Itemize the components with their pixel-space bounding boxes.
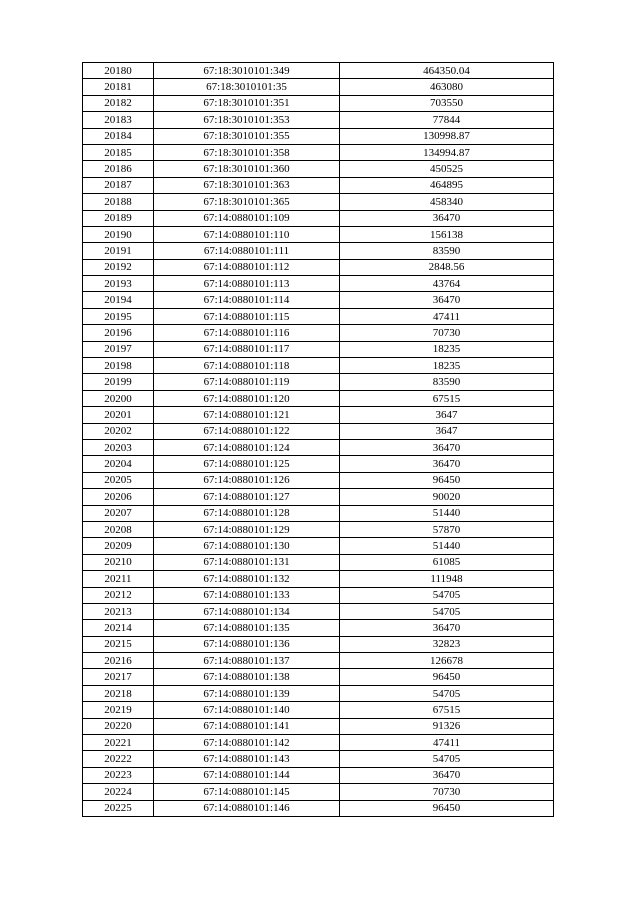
row-number-cell: 20205 — [83, 472, 154, 488]
cadastral-number-cell: 67:14:0880101:139 — [154, 685, 340, 701]
table-row — [83, 128, 554, 144]
table-row — [83, 751, 554, 767]
cadastral-number-cell: 67:14:0880101:133 — [154, 587, 340, 603]
row-number-cell: 20204 — [83, 456, 154, 472]
row-number-cell: 20216 — [83, 653, 154, 669]
table-row — [83, 571, 554, 587]
value-cell: 96450 — [340, 800, 554, 816]
row-number-cell: 20214 — [83, 620, 154, 636]
table-row — [83, 177, 554, 193]
row-number-cell: 20186 — [83, 161, 154, 177]
cadastral-number-cell: 67:14:0880101:113 — [154, 276, 340, 292]
cadastral-number-cell: 67:14:0880101:144 — [154, 767, 340, 783]
row-number-cell: 20181 — [83, 79, 154, 95]
table-row — [83, 587, 554, 603]
cadastral-value-table — [82, 62, 554, 817]
row-number-cell: 20182 — [83, 95, 154, 111]
value-cell: 463080 — [340, 79, 554, 95]
value-cell: 18235 — [340, 358, 554, 374]
value-cell: 54705 — [340, 685, 554, 701]
row-number-cell: 20208 — [83, 521, 154, 537]
table-row — [83, 489, 554, 505]
value-cell: 464895 — [340, 177, 554, 193]
value-cell: 36470 — [340, 292, 554, 308]
cadastral-number-cell: 67:14:0880101:128 — [154, 505, 340, 521]
cadastral-number-cell: 67:14:0880101:134 — [154, 603, 340, 619]
row-number-cell: 20223 — [83, 767, 154, 783]
table-row — [83, 112, 554, 128]
table-row — [83, 161, 554, 177]
value-cell: 464350.04 — [340, 63, 554, 79]
cadastral-number-cell: 67:14:0880101:140 — [154, 702, 340, 718]
value-cell: 57870 — [340, 521, 554, 537]
row-number-cell: 20224 — [83, 784, 154, 800]
table-row — [83, 276, 554, 292]
cadastral-number-cell: 67:18:3010101:353 — [154, 112, 340, 128]
row-number-cell: 20200 — [83, 390, 154, 406]
value-cell: 36470 — [340, 620, 554, 636]
row-number-cell: 20203 — [83, 439, 154, 455]
table-row — [83, 63, 554, 79]
row-number-cell: 20188 — [83, 194, 154, 210]
table-row — [83, 735, 554, 751]
table-row — [83, 603, 554, 619]
row-number-cell: 20209 — [83, 538, 154, 554]
cadastral-number-cell: 67:14:0880101:130 — [154, 538, 340, 554]
table-row — [83, 407, 554, 423]
table-row — [83, 472, 554, 488]
table-row — [83, 341, 554, 357]
table-row — [83, 521, 554, 537]
cadastral-number-cell: 67:18:3010101:363 — [154, 177, 340, 193]
cadastral-number-cell: 67:14:0880101:119 — [154, 374, 340, 390]
cadastral-number-cell: 67:18:3010101:365 — [154, 194, 340, 210]
cadastral-number-cell: 67:14:0880101:131 — [154, 554, 340, 570]
value-cell: 32823 — [340, 636, 554, 652]
row-number-cell: 20196 — [83, 325, 154, 341]
row-number-cell: 20210 — [83, 554, 154, 570]
value-cell: 3647 — [340, 407, 554, 423]
value-cell: 96450 — [340, 472, 554, 488]
cadastral-number-cell: 67:18:3010101:35 — [154, 79, 340, 95]
row-number-cell: 20195 — [83, 308, 154, 324]
cadastral-number-cell: 67:14:0880101:145 — [154, 784, 340, 800]
row-number-cell: 20198 — [83, 358, 154, 374]
table-row — [83, 358, 554, 374]
table-row — [83, 636, 554, 652]
row-number-cell: 20220 — [83, 718, 154, 734]
value-cell: 70730 — [340, 325, 554, 341]
cadastral-number-cell: 67:14:0880101:135 — [154, 620, 340, 636]
table-row — [83, 194, 554, 210]
value-cell: 703550 — [340, 95, 554, 111]
value-cell: 54705 — [340, 751, 554, 767]
value-cell: 67515 — [340, 390, 554, 406]
table-row — [83, 390, 554, 406]
row-number-cell: 20191 — [83, 243, 154, 259]
table-row — [83, 243, 554, 259]
cadastral-number-cell: 67:14:0880101:118 — [154, 358, 340, 374]
value-cell: 36470 — [340, 210, 554, 226]
value-cell: 18235 — [340, 341, 554, 357]
value-cell: 51440 — [340, 538, 554, 554]
cadastral-number-cell: 67:14:0880101:114 — [154, 292, 340, 308]
table-row — [83, 79, 554, 95]
row-number-cell: 20201 — [83, 407, 154, 423]
cadastral-number-cell: 67:14:0880101:121 — [154, 407, 340, 423]
row-number-cell: 20183 — [83, 112, 154, 128]
value-cell: 111948 — [340, 571, 554, 587]
cadastral-number-cell: 67:14:0880101:136 — [154, 636, 340, 652]
value-cell: 36470 — [340, 456, 554, 472]
value-cell: 54705 — [340, 603, 554, 619]
table-row — [83, 456, 554, 472]
table-row — [83, 784, 554, 800]
table-row — [83, 210, 554, 226]
value-cell: 156138 — [340, 226, 554, 242]
cadastral-number-cell: 67:14:0880101:120 — [154, 390, 340, 406]
row-number-cell: 20193 — [83, 276, 154, 292]
table-row — [83, 702, 554, 718]
value-cell: 83590 — [340, 374, 554, 390]
cadastral-number-cell: 67:14:0880101:115 — [154, 308, 340, 324]
table-row — [83, 767, 554, 783]
cadastral-number-cell: 67:14:0880101:117 — [154, 341, 340, 357]
row-number-cell: 20225 — [83, 800, 154, 816]
value-cell: 130998.87 — [340, 128, 554, 144]
value-cell: 126678 — [340, 653, 554, 669]
value-cell: 47411 — [340, 308, 554, 324]
value-cell: 47411 — [340, 735, 554, 751]
row-number-cell: 20219 — [83, 702, 154, 718]
row-number-cell: 20202 — [83, 423, 154, 439]
row-number-cell: 20185 — [83, 144, 154, 160]
table-row — [83, 669, 554, 685]
value-cell: 36470 — [340, 767, 554, 783]
row-number-cell: 20215 — [83, 636, 154, 652]
cadastral-number-cell: 67:18:3010101:360 — [154, 161, 340, 177]
row-number-cell: 20190 — [83, 226, 154, 242]
cadastral-number-cell: 67:14:0880101:124 — [154, 439, 340, 455]
value-cell: 43764 — [340, 276, 554, 292]
cadastral-number-cell: 67:14:0880101:141 — [154, 718, 340, 734]
cadastral-number-cell: 67:14:0880101:126 — [154, 472, 340, 488]
table-row — [83, 718, 554, 734]
cadastral-number-cell: 67:14:0880101:112 — [154, 259, 340, 275]
table-row — [83, 505, 554, 521]
cadastral-number-cell: 67:14:0880101:125 — [154, 456, 340, 472]
row-number-cell: 20197 — [83, 341, 154, 357]
table-row — [83, 800, 554, 816]
cadastral-number-cell: 67:14:0880101:137 — [154, 653, 340, 669]
cadastral-number-cell: 67:14:0880101:132 — [154, 571, 340, 587]
table-row — [83, 144, 554, 160]
cadastral-number-cell: 67:18:3010101:351 — [154, 95, 340, 111]
value-cell: 3647 — [340, 423, 554, 439]
table-row — [83, 95, 554, 111]
value-cell: 54705 — [340, 587, 554, 603]
row-number-cell: 20222 — [83, 751, 154, 767]
row-number-cell: 20207 — [83, 505, 154, 521]
cadastral-number-cell: 67:14:0880101:138 — [154, 669, 340, 685]
cadastral-number-cell: 67:14:0880101:142 — [154, 735, 340, 751]
row-number-cell: 20206 — [83, 489, 154, 505]
value-cell: 83590 — [340, 243, 554, 259]
row-number-cell: 20189 — [83, 210, 154, 226]
cadastral-number-cell: 67:14:0880101:146 — [154, 800, 340, 816]
table-row — [83, 423, 554, 439]
row-number-cell: 20218 — [83, 685, 154, 701]
value-cell: 2848.56 — [340, 259, 554, 275]
value-cell: 450525 — [340, 161, 554, 177]
table-row — [83, 554, 554, 570]
row-number-cell: 20184 — [83, 128, 154, 144]
value-cell: 458340 — [340, 194, 554, 210]
table-row — [83, 538, 554, 554]
row-number-cell: 20194 — [83, 292, 154, 308]
cadastral-number-cell: 67:14:0880101:143 — [154, 751, 340, 767]
value-cell: 90020 — [340, 489, 554, 505]
cadastral-number-cell: 67:14:0880101:111 — [154, 243, 340, 259]
value-cell: 77844 — [340, 112, 554, 128]
value-cell: 70730 — [340, 784, 554, 800]
cadastral-number-cell: 67:14:0880101:110 — [154, 226, 340, 242]
table-row — [83, 226, 554, 242]
row-number-cell: 20213 — [83, 603, 154, 619]
table-row — [83, 685, 554, 701]
cadastral-number-cell: 67:14:0880101:127 — [154, 489, 340, 505]
row-number-cell: 20187 — [83, 177, 154, 193]
row-number-cell: 20180 — [83, 63, 154, 79]
table-row — [83, 292, 554, 308]
row-number-cell: 20221 — [83, 735, 154, 751]
cadastral-number-cell: 67:14:0880101:122 — [154, 423, 340, 439]
table-row — [83, 653, 554, 669]
value-cell: 96450 — [340, 669, 554, 685]
row-number-cell: 20199 — [83, 374, 154, 390]
value-cell: 61085 — [340, 554, 554, 570]
value-cell: 134994.87 — [340, 144, 554, 160]
value-cell: 36470 — [340, 439, 554, 455]
table-row — [83, 620, 554, 636]
row-number-cell: 20211 — [83, 571, 154, 587]
value-cell: 51440 — [340, 505, 554, 521]
cadastral-number-cell: 67:14:0880101:129 — [154, 521, 340, 537]
cadastral-number-cell: 67:14:0880101:116 — [154, 325, 340, 341]
row-number-cell: 20217 — [83, 669, 154, 685]
cadastral-number-cell: 67:18:3010101:358 — [154, 144, 340, 160]
table-row — [83, 259, 554, 275]
table-row — [83, 308, 554, 324]
table-row — [83, 439, 554, 455]
row-number-cell: 20212 — [83, 587, 154, 603]
table-row — [83, 374, 554, 390]
table-row — [83, 325, 554, 341]
row-number-cell: 20192 — [83, 259, 154, 275]
table-body — [83, 63, 554, 817]
cadastral-number-cell: 67:14:0880101:109 — [154, 210, 340, 226]
value-cell: 67515 — [340, 702, 554, 718]
cadastral-number-cell: 67:18:3010101:349 — [154, 63, 340, 79]
cadastral-number-cell: 67:18:3010101:355 — [154, 128, 340, 144]
value-cell: 91326 — [340, 718, 554, 734]
